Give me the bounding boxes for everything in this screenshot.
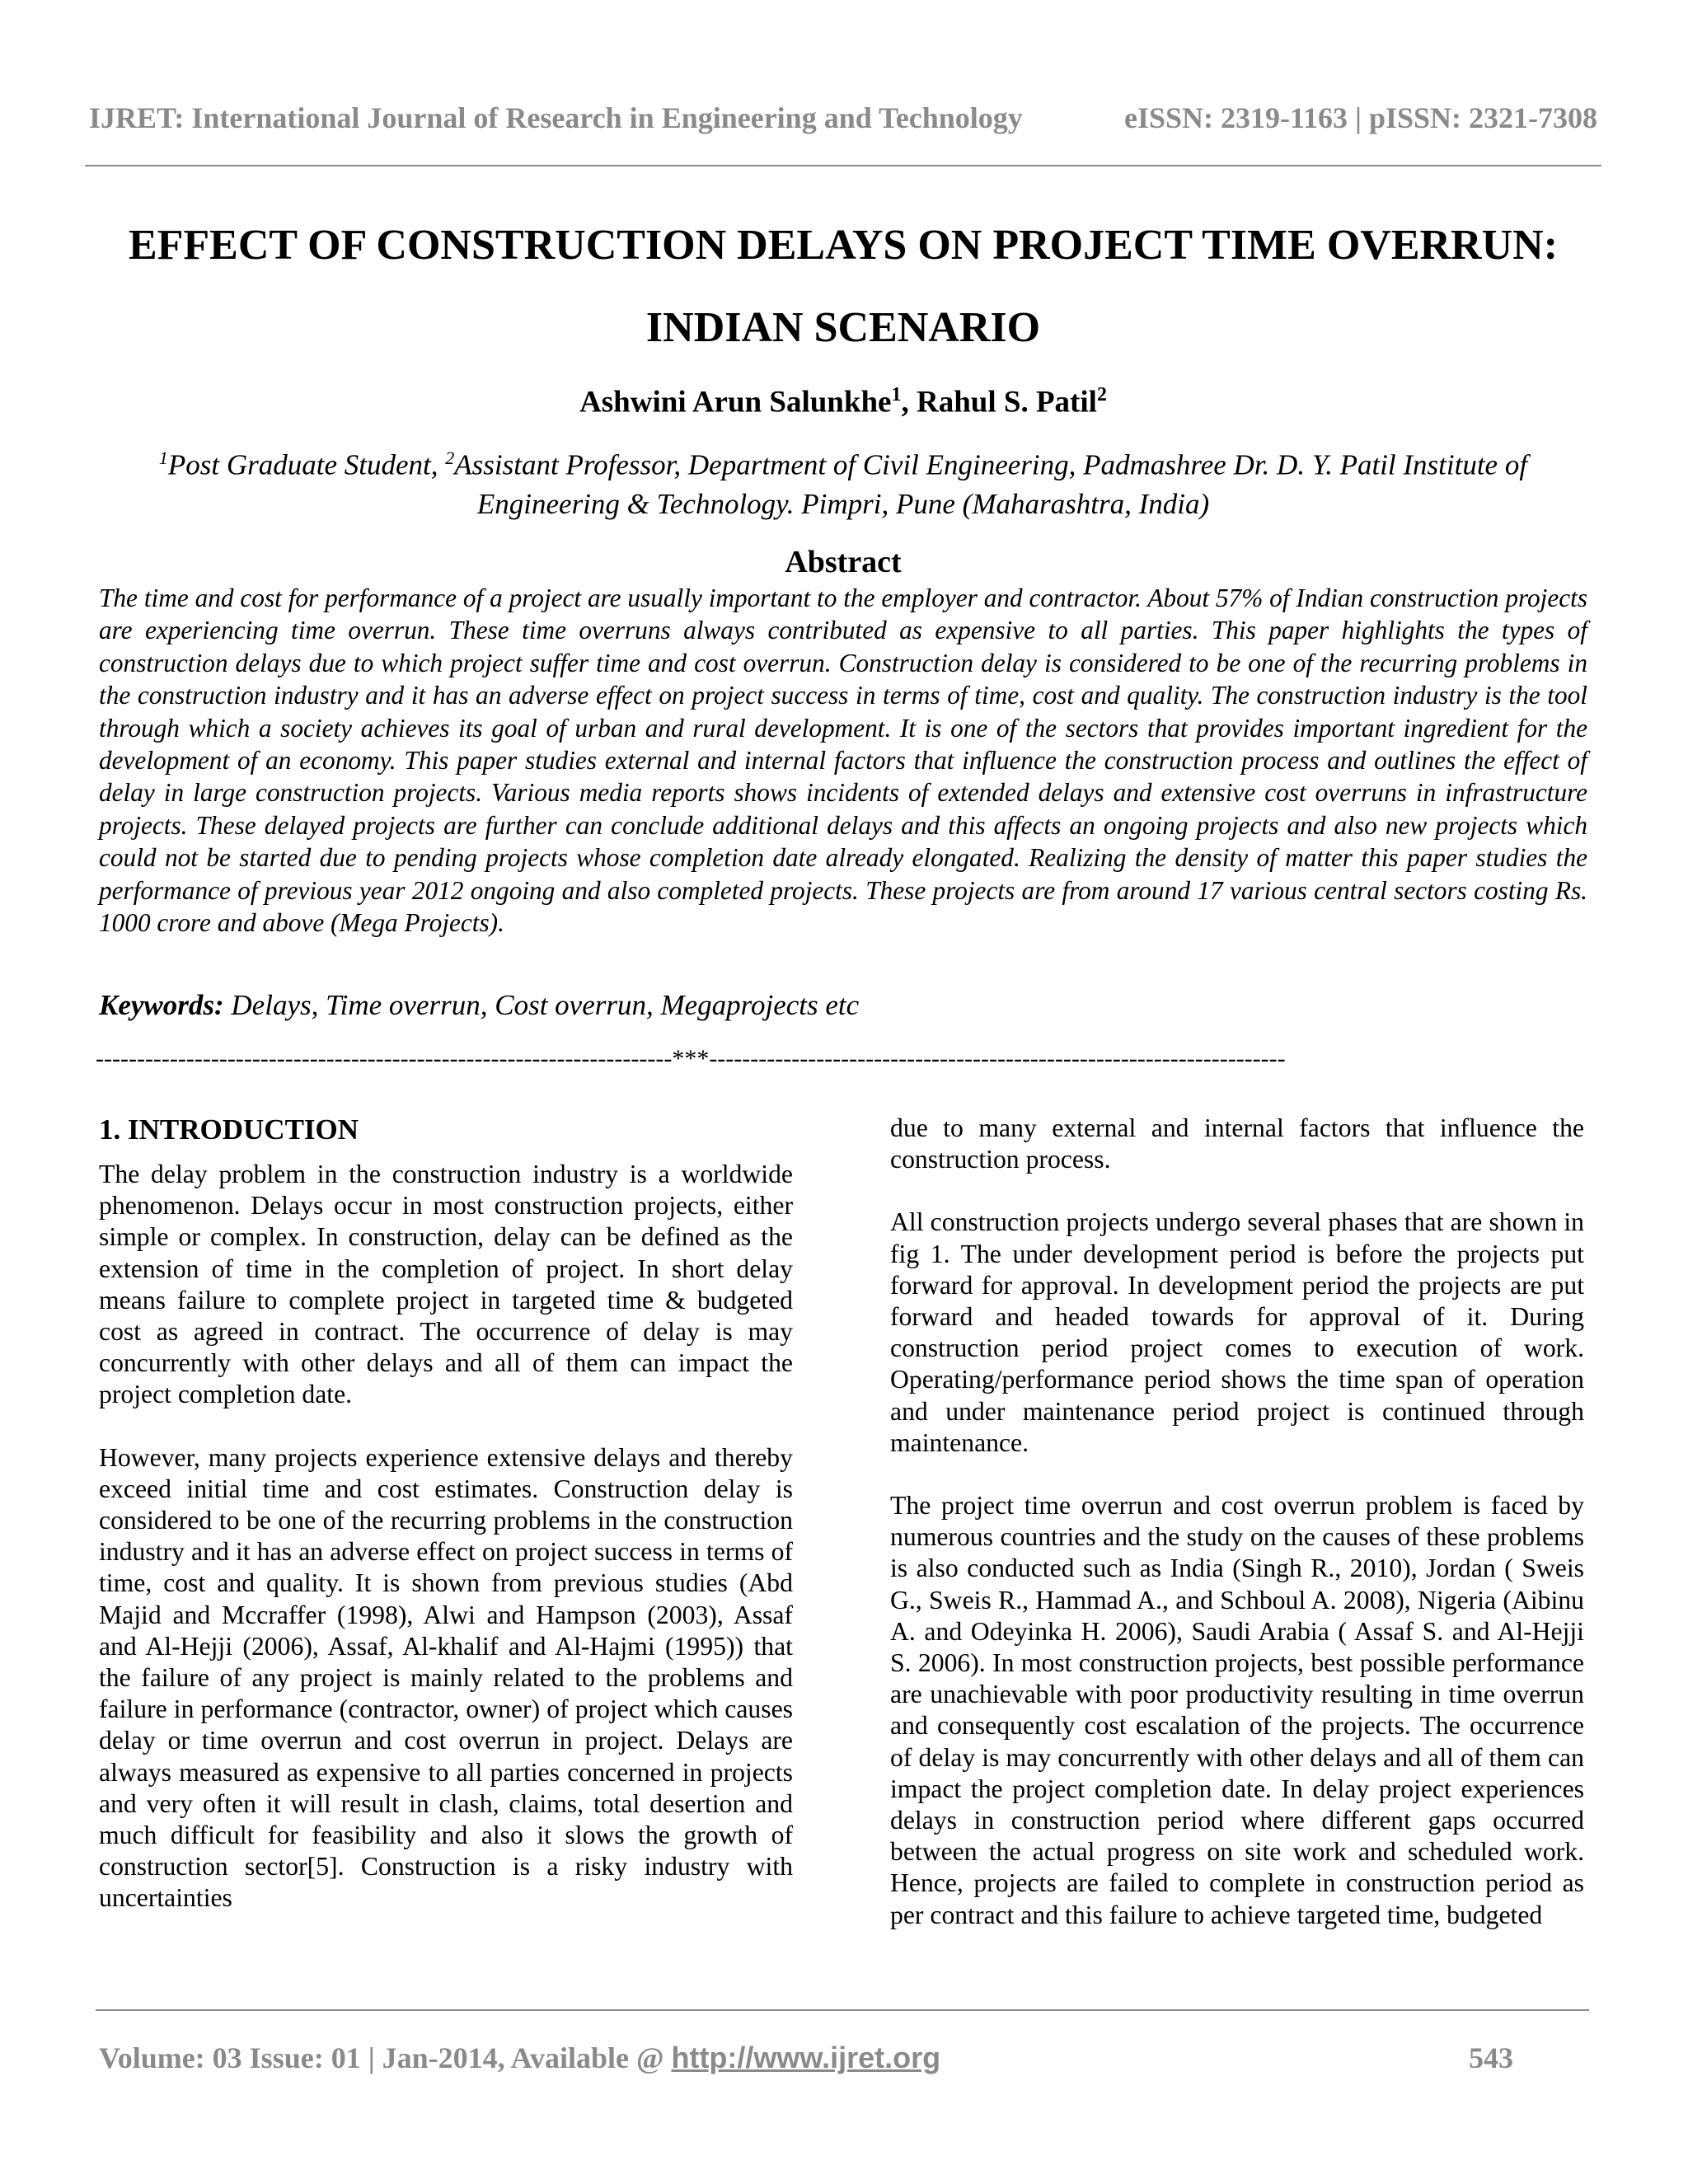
- intro-paragraph-1: The delay problem in the construction industry is a worldwide phenomenon. Delays occur in most construction projects, either simple or complex. In construction, delay can be defined as the extension of time in the completion of project. In short delay means failure to complete project in targeted time & budgeted cost as agreed in contract. The occurrence of delay is may concurrently with other delays and all of them can impact the project completion date.: [99, 1160, 793, 1409]
- abstract-heading: Abstract: [785, 545, 902, 579]
- page-number: 543: [1469, 2041, 1513, 2074]
- author-2-affiliation-mark: 2: [1096, 384, 1107, 405]
- author-2: Rahul S. Patil: [916, 385, 1097, 419]
- author-1-affiliation-mark: 1: [891, 384, 902, 405]
- affiliation-role-2: Assistant Professor, Department of Civil Engineering, Padmashree Dr. D. Y. Patil Institute of Engineering & Technology. Pimpri, Pune (Maharashtra, India): [454, 448, 1528, 520]
- abstract-text: The time and cost for performance of a project are usually important to the employer and contractor. About 57% of Indian construction projects are experiencing time overrun. These time overruns always contributed as expensive to all parties. This paper highlights the types of construction delays due to which project suffer time and cost overrun. Construction delay is considered to be one of the recurring problems in the construction industry and it has an adverse effect on project success in terms of time, cost and quality. The construction industry is the tool through which a society achieves its goal of urban and rural development. It is one of the sectors that provides important ingredient for the development of an economy. This paper studies external and internal factors that influence the construction process and outlines the effect of delay in large construction projects. Various media reports shows incidents of extended delays and extensive cost overruns in infrastructure projects. These delayed projects are further can conclude additional delays and this affects an ongoing projects and also new projects which could not be started due to pending projects whose completion date already elongated. Realizing the density of matter this paper studies the performance of previous year 2012 ongoing and also completed projects. These projects are from around 17 various central sectors costing Rs. 1000 crore and above (Mega Projects).: [99, 583, 1587, 938]
- keywords-text: Delays, Time overrun, Cost overrun, Megaprojects etc: [223, 989, 860, 1021]
- header-rule: [85, 165, 1601, 166]
- author-list: [85, 384, 1601, 419]
- page-footer: [99, 2041, 1513, 2075]
- keywords: [99, 989, 1587, 1022]
- affiliation-mark-1: 1: [158, 448, 168, 468]
- title-line-1: EFFECT OF CONSTRUCTION DELAYS ON PROJECT TIME OVERRUN:: [128, 222, 1559, 269]
- issn-numbers: eISSN: 2319-1163 | pISSN: 2321-7308: [1124, 101, 1597, 134]
- footer-rule: [96, 2009, 1589, 2011]
- right-column: [890, 1113, 1584, 1962]
- title-line-2: INDIAN SCENARIO: [645, 304, 1041, 351]
- paper-title: [85, 204, 1601, 369]
- intro-paragraph-2: However, many projects experience extensive delays and thereby exceed initial time and cost estimates. Construction delay is considered to be one of the recurring problems in the construction industry and it has an adverse effect on project success in terms of time, cost and quality. It is shown from previous studies (Abd Majid and Mccraffer (1998), Alwi and Hampson (2003), Assaf and Al-Hejji (2006), Assaf, Al-khalif and Al-Hajmi (1995)) that the failure of any project is mainly related to the problems and failure in performance (contractor, owner) of project which causes delay or time overrun and cost overrun in project. Delays are always measured as expensive to all parties concerned in projects and very often it will result in clash, claims, total desertion and much difficult for feasibility and also it slows the growth of construction sector[5]. Construction is a risky industry with uncertainties: [99, 1442, 793, 1913]
- volume-text: Volume: 03 Issue: 01 | Jan-2014, Available @: [99, 2041, 672, 2074]
- affiliation-role-1: Post Graduate Student,: [167, 448, 446, 481]
- journal-name: IJRET: International Journal of Research in Engineering and Technology: [89, 101, 1023, 134]
- introduction-heading: 1. INTRODUCTION: [99, 1113, 359, 1146]
- running-header: [89, 101, 1597, 135]
- affiliation-mark-2: 2: [445, 448, 455, 468]
- affiliation: [115, 438, 1571, 523]
- intro-paragraph-4: All construction projects undergo several phases that are shown in fig 1. The under development period is before the projects put forward for approval. In development period the projects are put forward and headed towards for approval of it. During construction period project comes to execution of work. Operating/performance period shows the time span of operation and under maintenance period project is continued through maintenance.: [890, 1207, 1584, 1457]
- footer-volume-info: [99, 2041, 940, 2075]
- author-1: Ashwini Arun Salunkhe: [579, 385, 892, 419]
- keywords-label: Keywords:: [99, 989, 224, 1021]
- intro-paragraph-3: due to many external and internal factors that influence the construction process.: [890, 1113, 1584, 1174]
- author-separator: ,: [901, 385, 917, 419]
- section-separator: ----------------------------------------------------------------------***----------------------------------------------------------------------: [96, 1045, 1286, 1072]
- intro-paragraph-5: The project time overrun and cost overrun problem is faced by numerous countries and the study on the causes of these problems is also conducted such as India (Singh R., 2010), Jordan ( Sweis G., Sweis R., Hammad A., and Schboul A. 2008), Nigeria (Aibinu A. and Odeyinka H. 2006), Saudi Arabia ( Assaf S. and Al-Hejji S. 2006). In most construction projects, best possible performance are unachievable with poor productivity resulting in time overrun and consequently cost escalation of the projects. The occurrence of delay is may concurrently with other delays and all of them can impact the project completion date. In delay project experiences delays in construction period where different gaps occurred between the actual progress on site work and scheduled work. Hence, projects are failed to complete in construction period as per contract and this failure to achieve targeted time, budgeted: [890, 1491, 1584, 1929]
- left-column: [99, 1113, 793, 1946]
- journal-website-link[interactable]: http://www.ijret.org: [671, 2041, 941, 2074]
